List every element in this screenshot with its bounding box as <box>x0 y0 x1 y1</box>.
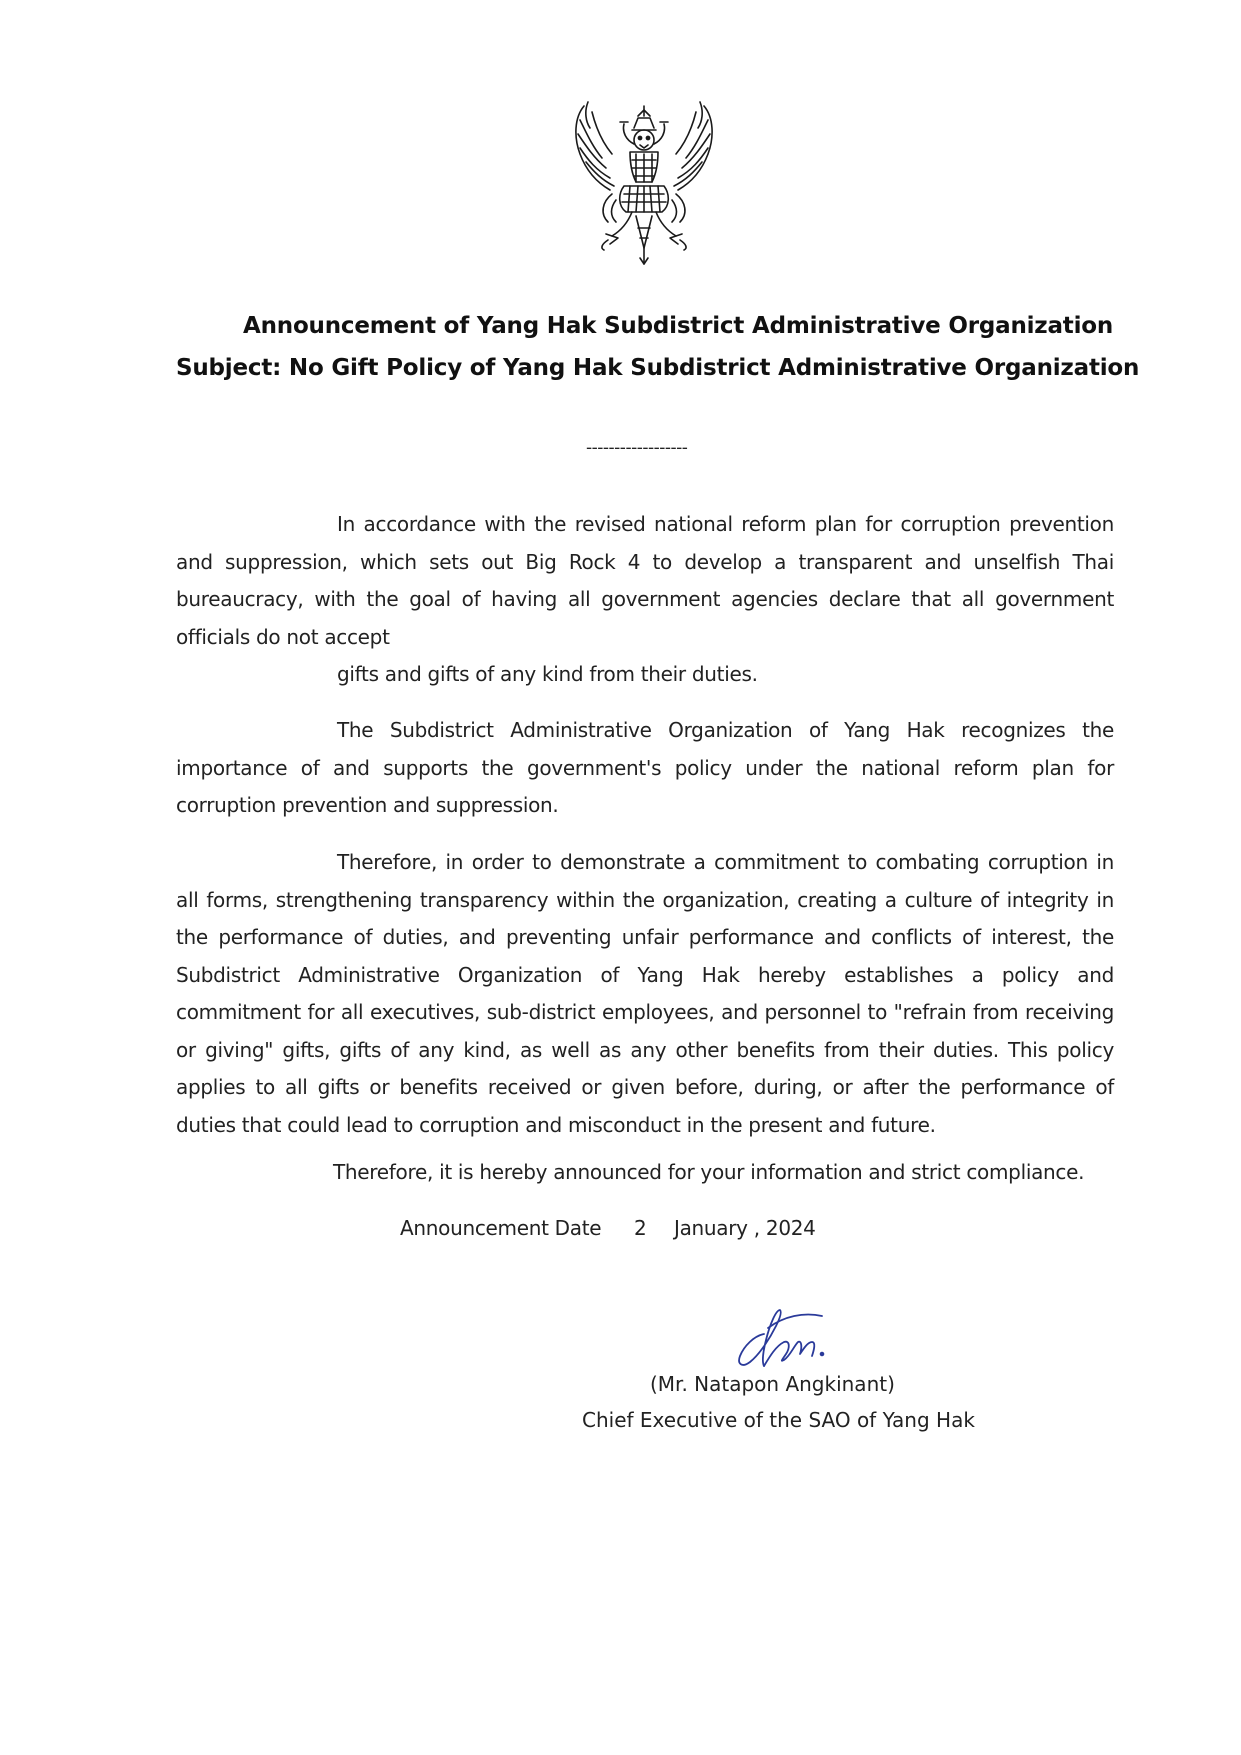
announcement-subject: Subject: No Gift Policy of Yang Hak Subdistrict Administrative Organization <box>176 355 1140 381</box>
announcement-title: Announcement of Yang Hak Subdistrict Administrative Organization <box>243 313 1114 339</box>
closing-statement: Therefore, it is hereby announced for your information and strict compliance. <box>333 1160 1085 1184</box>
paragraph-3: Therefore, in order to demonstrate a commitment to combating corruption in all forms, strengthening transparency within the organization, creating a culture of integrity in the performance of duties, and preventing unfair performance and conflicts of interest, the Subdistrict Administrative Organization of Yang Hak hereby establishes a policy and commitment for all executives, sub-district employees, and personnel to "refrain from receiving or giving" gifts, gifts of any kind, as well as any other benefits from their duties. This policy applies to all gifts or benefits received or given before, during, or after the performance of duties that could lead to corruption and misconduct in the present and future. <box>176 850 1114 1137</box>
handwritten-signature <box>724 1296 874 1376</box>
garuda-emblem-icon <box>572 98 716 270</box>
paragraph-2: The Subdistrict Administrative Organization of Yang Hak recognizes the importance of and supports the government's policy under the national reform plan for corruption prevention and suppression. <box>176 718 1114 817</box>
date-month-year: January , 2024 <box>674 1216 816 1240</box>
date-label: Announcement Date <box>400 1216 602 1240</box>
signatory-title: Chief Executive of the SAO of Yang Hak <box>582 1408 975 1432</box>
date-day: 2 <box>634 1216 647 1240</box>
paragraph-1: In accordance with the revised national reform plan for corruption prevention and suppression, which sets out Big Rock 4 to develop a transparent and unselfish Thai bureaucracy, with the goal of having all government agencies declare that all government officials do not accept <box>176 512 1114 649</box>
signatory-name: (Mr. Natapon Angkinant) <box>650 1372 895 1396</box>
paragraph-1-tail: gifts and gifts of any kind from their duties. <box>337 662 758 686</box>
title-divider: ------------------ <box>586 438 688 458</box>
announcement-date <box>400 1216 816 1240</box>
